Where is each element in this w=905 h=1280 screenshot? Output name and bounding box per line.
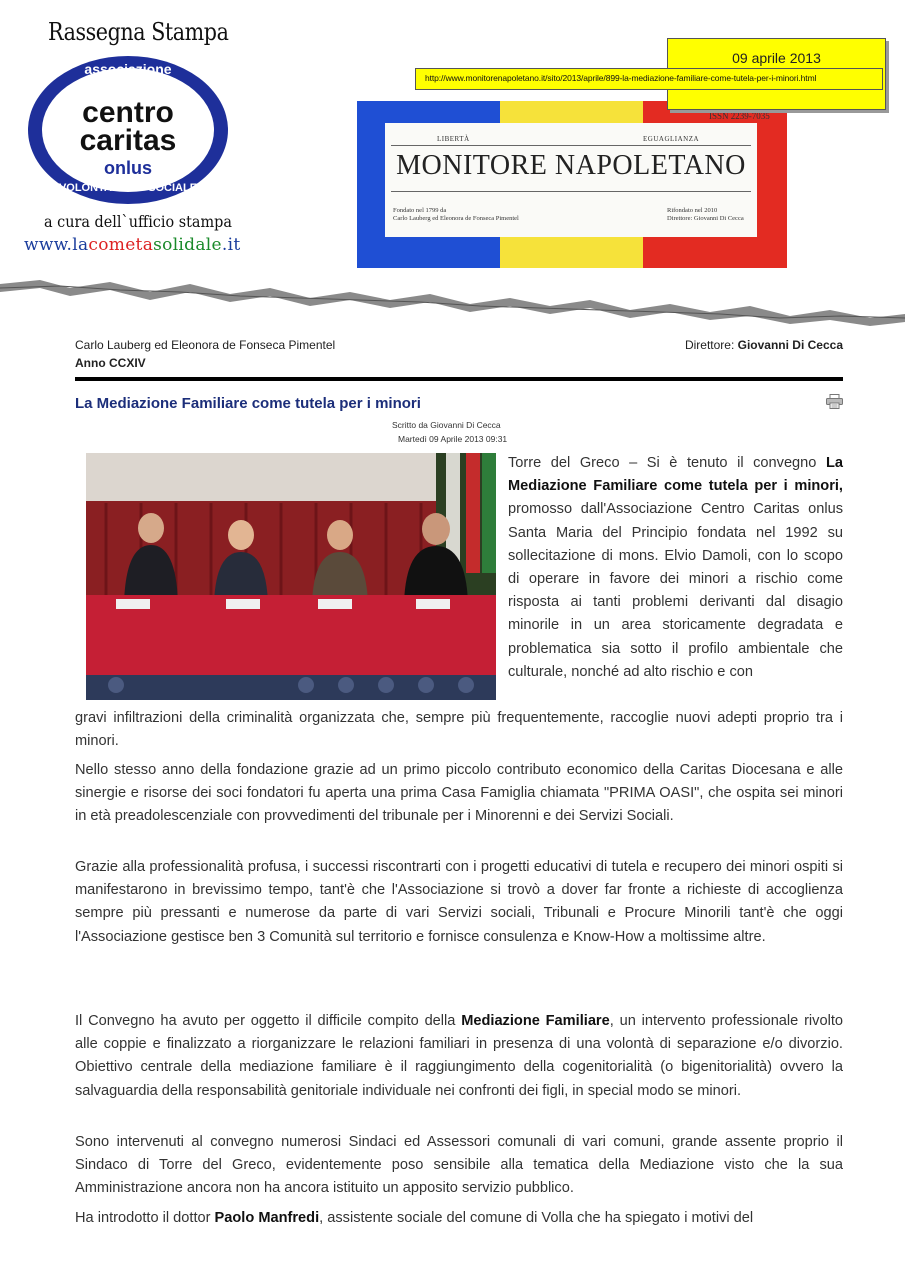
anno-label: Anno CCXIV bbox=[75, 356, 146, 370]
founders-names: Carlo Lauberg ed Eleonora de Fonseca Pimentel bbox=[75, 338, 336, 352]
masthead-rule-top bbox=[391, 145, 751, 146]
logo-line3: onlus bbox=[104, 158, 152, 178]
clipping-url-box[interactable] bbox=[415, 68, 883, 90]
masthead-panel bbox=[385, 123, 757, 237]
masthead-eguaglianza: EGUAGLIANZA bbox=[643, 135, 700, 143]
clipping-url[interactable]: http://www.monitorenapoletano.it/sito/2013/aprile/899-la-mediazione-familiare-come-tutela-per-i-minori.html bbox=[425, 73, 817, 83]
torn-paper-divider bbox=[0, 270, 905, 330]
logo-bottom-text: VOLONTARIATO SOCIALE bbox=[58, 182, 198, 194]
masthead-refounded: Rifondato nel 2010 Direttore: Giovanni Di Cecca bbox=[667, 207, 744, 222]
centro-caritas-logo bbox=[22, 52, 232, 212]
masthead-founded: Fondato nel 1799 da Carlo Lauberg ed Eleonora de Fonseca Pimentel bbox=[393, 207, 519, 222]
direttore-label: Direttore: Giovanni Di Cecca bbox=[684, 338, 843, 352]
ufficio-stampa-caption: a cura dell`ufficio stampa bbox=[44, 212, 232, 231]
masthead-liberta: LIBERTÀ bbox=[437, 135, 470, 143]
article-dateline: Martedì 09 Aprile 2013 09:31 bbox=[398, 434, 508, 444]
print-icon[interactable] bbox=[826, 394, 843, 409]
newspaper-masthead bbox=[357, 101, 787, 268]
logo-top-text: associazione bbox=[84, 61, 172, 77]
logo-line2: caritas bbox=[79, 124, 177, 157]
paragraph-prima-oasi: Nello stesso anno della fondazione grazie ad un primo piccolo contributo economico della Caritas Diocesana e alle sinergie e risorse dei soci fondatori fu aperta una prima Casa Famiglia chiamata "PRIMA OASI", che ospita sei minori in età preadolescenziale con provvedimenti del tribunale per i Minorenni e dei Servizi Sociali. bbox=[75, 762, 843, 825]
article-byline: Scritto da Giovanni Di Cecca bbox=[392, 420, 501, 430]
masthead-title: MONITORE NAPOLETANO bbox=[396, 150, 746, 181]
paragraph-professionalita: Grazie alla professionalità profusa, i successi riscontrarti con i progetti educativi di tutela e recupero dei minori ospiti si manifestarono in brevissimo tempo, tant'è che l'Associazione si trovò a dover far fronte a richieste di accoglienza sempre più pressanti e numerose da parte di vari Servizi sociali, Tribunali e Procure Minorili tant'è che oggi l'Associazione gestisce ben 3 Comunità sul territorio e fornisce consulenza e Know-How a moltissime altre. bbox=[75, 859, 843, 945]
clipping-date: 09 aprile 2013 bbox=[732, 50, 821, 66]
paragraph-convegno: Il Convegno ha avuto per oggetto il difficile compito della Mediazione Familiare, un intervento professionale rivolto alle coppie e finalizzato a riorganizzare le relazioni familiari in presenza di una volontà di separazione e/o divorzio. Obiettivo centrale della mediazione familiare è il raggiungimento della cogenitorialità (o bigenitorialità) ovvero la salvaguardia della responsabilità genitoriale individuale nei confronti dei figli, in special modo se minori. bbox=[75, 1013, 843, 1099]
article-title[interactable]: La Mediazione Familiare come tutela per i minori bbox=[75, 395, 421, 412]
masthead-rule-bottom bbox=[391, 191, 751, 192]
paragraph-intro: Torre del Greco – Si è tenuto il convegno La Mediazione Familiare come tutela per i minori, promosso dall'Associazione Centro Caritas onlus Santa Maria del Principio fondata nel 1992 su sollecitazione di mons. Elvio Damoli, con lo scopo di operare in favore dei minori a rischio come risposta ai tanti problemi derivanti dal disagio minorile in un area storicamente degradata e problematica sia sotto il profilo ambientale che culturale, nonché ad alto rischio e con bbox=[508, 455, 843, 680]
masthead-issn: ISSN 2239-7035 bbox=[709, 111, 770, 121]
logo-line1: centro bbox=[82, 96, 174, 129]
paragraph-intro-continued: gravi infiltrazioni della criminalità organizzata che, sempre più frequentemente, raccoglie nuovi adepti proprio tra i minori. bbox=[75, 710, 843, 750]
website-link[interactable]: www.lacometasolidale.it bbox=[24, 235, 241, 255]
rassegna-stampa-heading: Rassegna Stampa bbox=[48, 18, 229, 46]
paragraph-manfredi: Ha introdotto il dottor Paolo Manfredi, assistente sociale del comune di Volla che ha spiegato i motivi del bbox=[75, 1210, 754, 1226]
conference-photo bbox=[86, 453, 496, 700]
header-rule bbox=[75, 377, 843, 381]
paragraph-sindaci: Sono intervenuti al convegno numerosi Sindaci ed Assessori comunali di vari comuni, grande assente proprio il Sindaco di Torre del Greco, evidentemente poso sensibile alla tematica della Mediazione visto che la sua Amministrazione ancora non ha ancora istituito un apposito servizio pubblico. bbox=[75, 1134, 843, 1197]
